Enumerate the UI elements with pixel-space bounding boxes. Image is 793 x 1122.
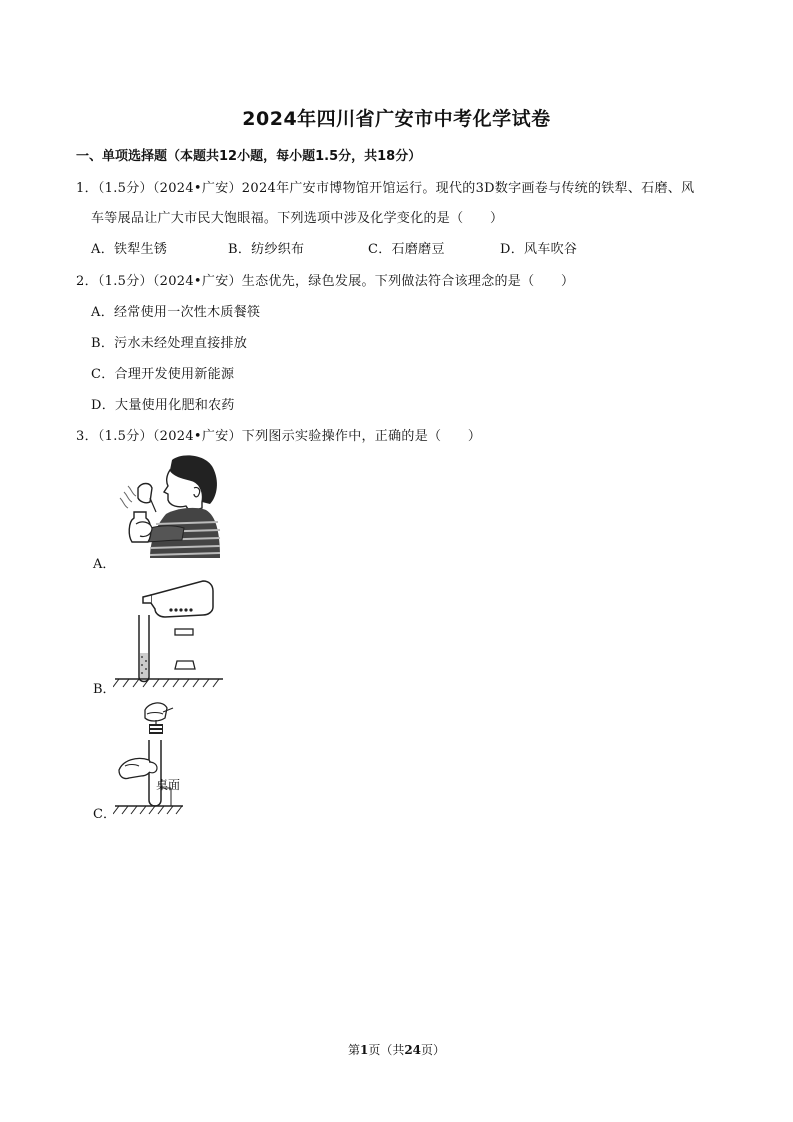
question-3-option-a: A．: [93, 557, 116, 572]
question-2-option-b: B．污水未经处理直接排放: [91, 336, 248, 351]
question-3-line-1: 3．（1.5分）（2024•广安）下列图示实验操作中，正确的是（ ）: [76, 429, 482, 444]
question-1-option-c: C．石磨磨豆: [368, 242, 445, 257]
question-1-line-1: 1．（1.5分）（2024•广安）2024年广安市博物馆开馆运行。现代的3D数字画卷与传统的铁犁、石磨、风: [76, 181, 695, 196]
question-2-option-d: D．大量使用化肥和农药: [91, 398, 235, 413]
footer-page-number: 1: [359, 1043, 369, 1057]
footer-middle: 页（共: [368, 1043, 405, 1057]
question-1-line-2: 车等展品让广大市民大饱眼福。下列选项中涉及化学变化的是（ ）: [91, 211, 504, 226]
footer-prefix: 第: [347, 1043, 360, 1057]
section-heading: 一、单项选择题（本题共12小题，每小题1.5分，共18分）: [76, 149, 422, 164]
figure-c-stopper-tube: [113, 700, 203, 816]
question-3-option-b: B．: [93, 682, 116, 697]
question-2-option-a: A．经常使用一次性木质餐筷: [91, 305, 261, 320]
figure-b-pouring-liquid: [113, 573, 225, 691]
page-title: 2024年四川省广安市中考化学试卷: [242, 108, 551, 130]
question-1-option-b: B．纺纱织布: [228, 242, 305, 257]
figure-c-table-label: 桌面: [156, 778, 181, 792]
footer-total-pages: 24: [404, 1043, 422, 1057]
question-3-option-c: C．: [93, 807, 116, 822]
footer-suffix: 页）: [421, 1043, 446, 1057]
question-2-option-c: C．合理开发使用新能源: [91, 367, 235, 382]
page-footer: [0, 1041, 793, 1058]
figure-a-smelling-bottle: [110, 452, 222, 562]
question-2-line-1: 2．（1.5分）（2024•广安）生态优先，绿色发展。下列做法符合该理念的是（ ）: [76, 274, 575, 289]
question-1-option-a: A．铁犁生锈: [91, 242, 168, 257]
question-1-option-d: D．风车吹谷: [500, 242, 578, 257]
